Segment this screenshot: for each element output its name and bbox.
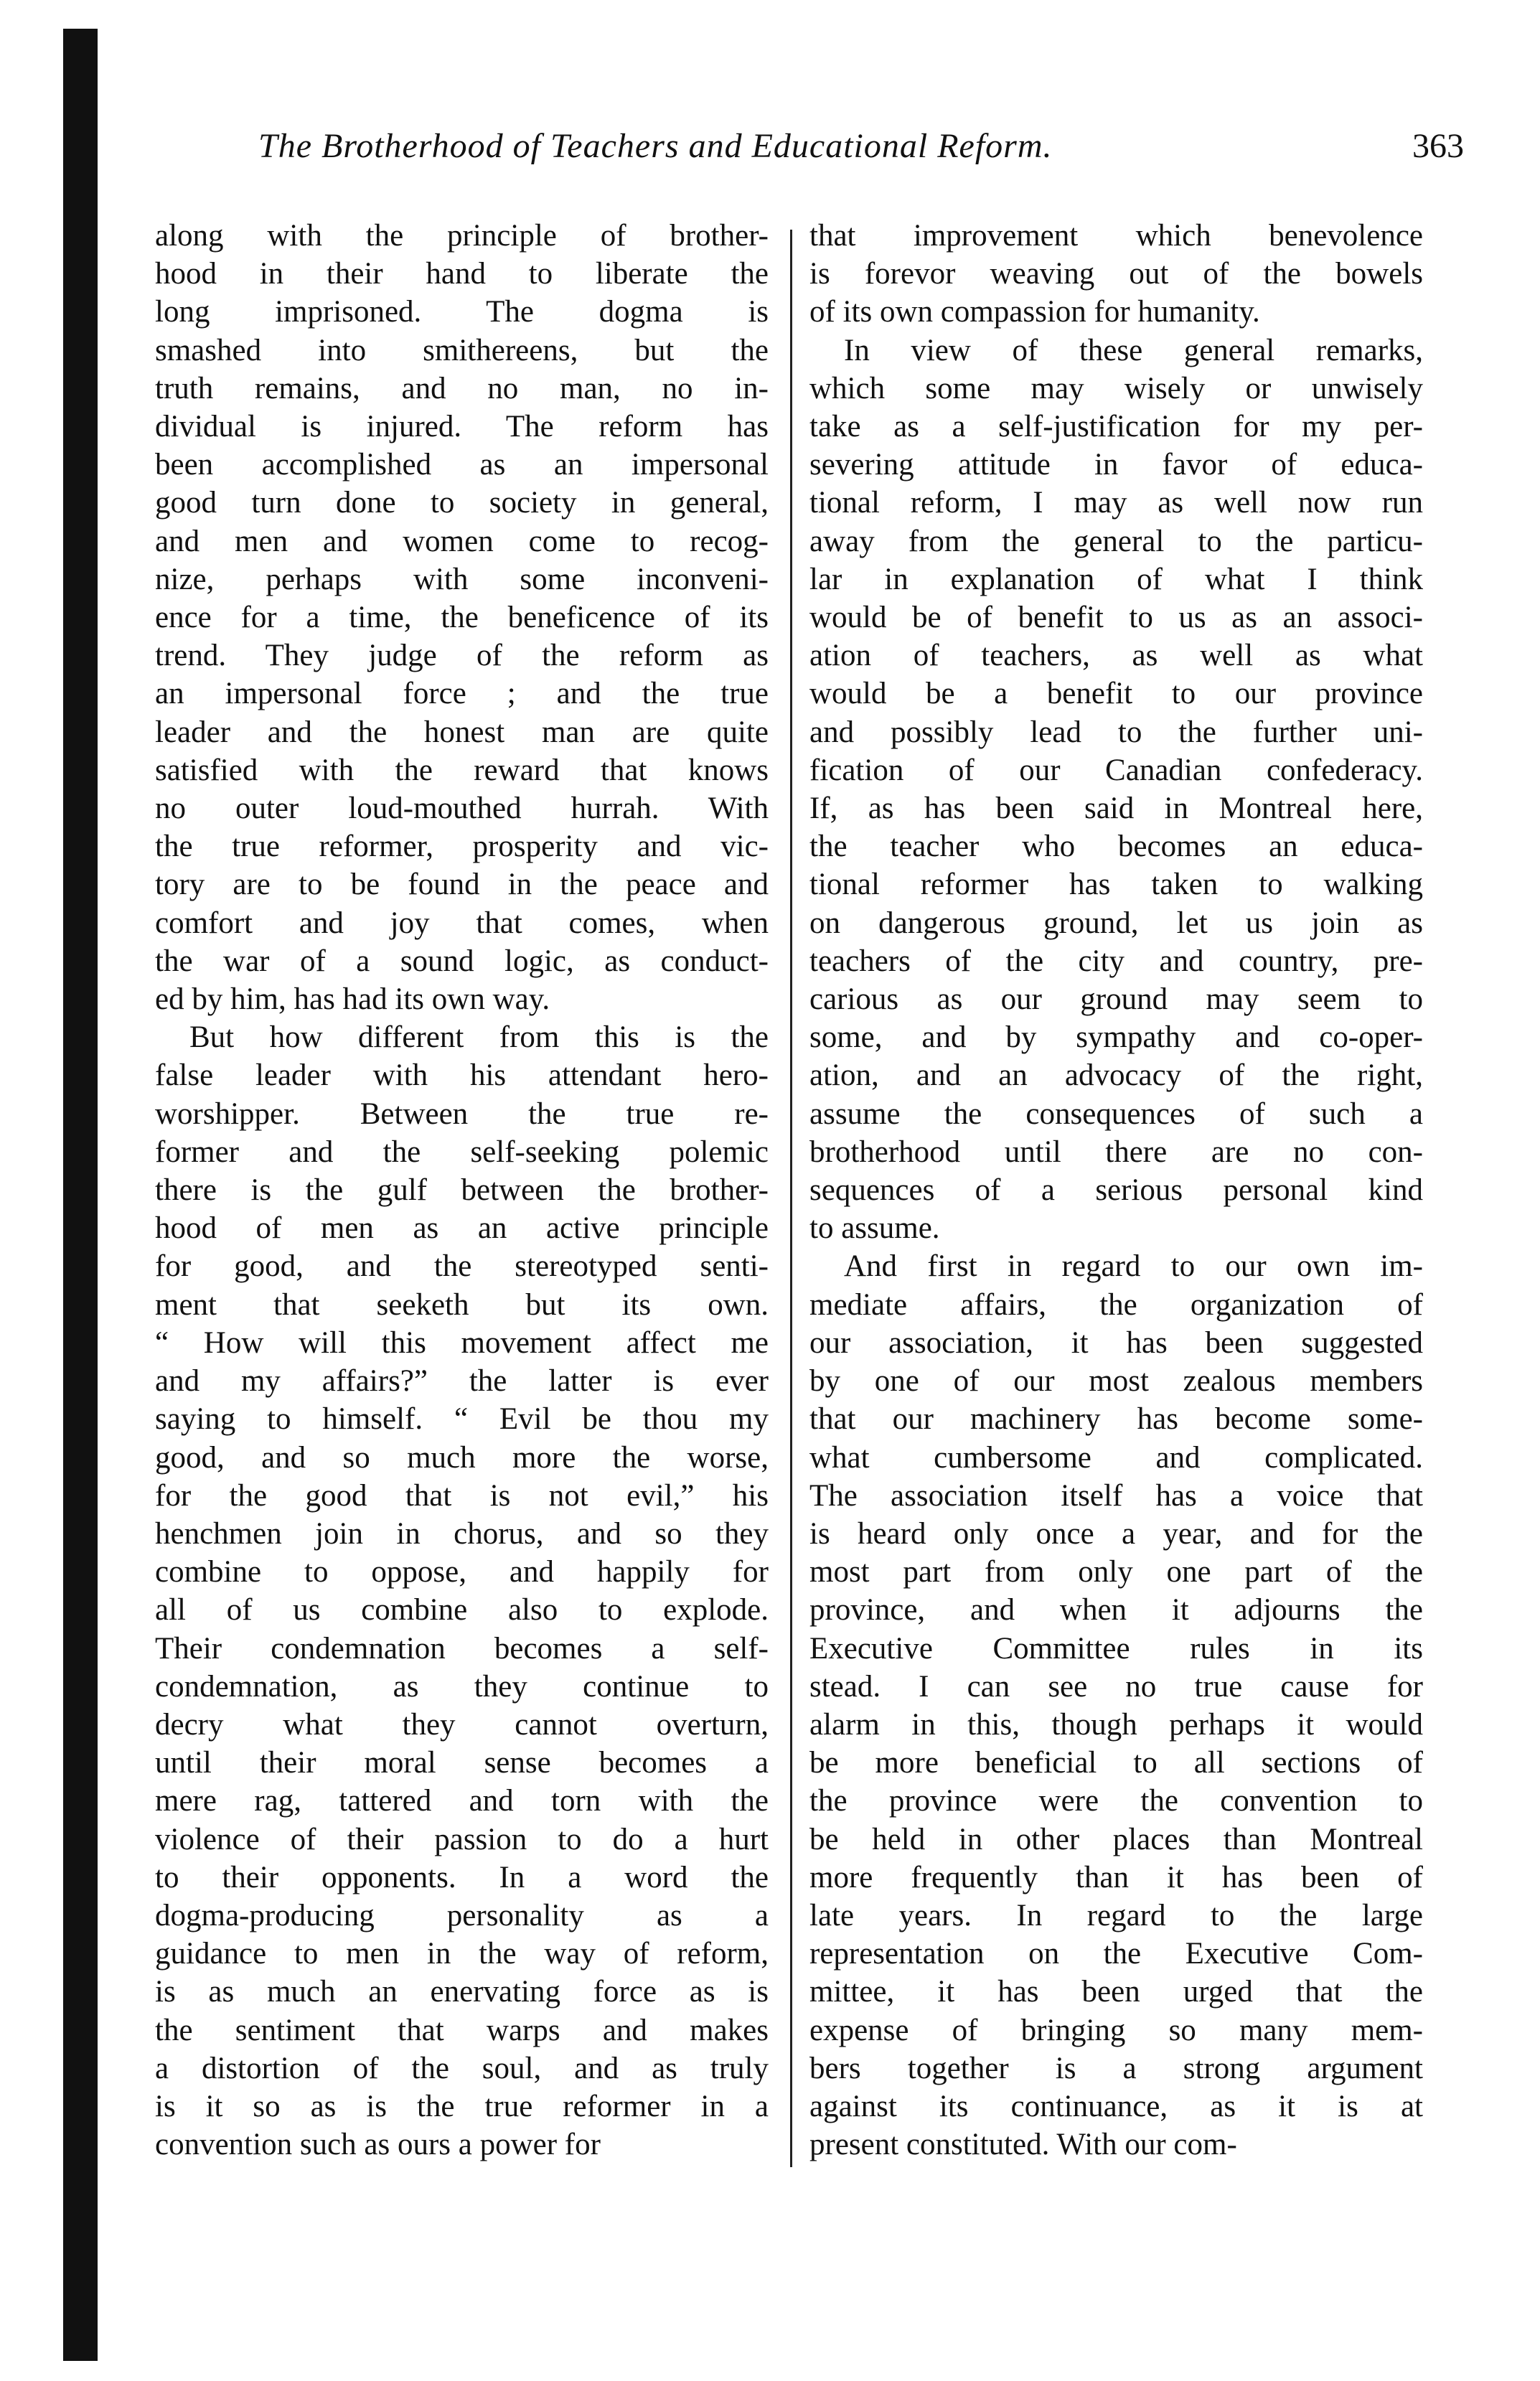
- text-line: to their opponents. In a word the: [155, 1860, 769, 1894]
- right-text-column: [809, 217, 1423, 2197]
- text-line: But how different from this is the: [189, 1020, 769, 1055]
- text-line: smashed into smithereens, but the: [155, 333, 769, 367]
- text-line: mere rag, tattered and torn with the: [155, 1784, 769, 1818]
- text-line: tional reformer has taken to walking: [809, 868, 1423, 902]
- text-line: assume the consequences of such a: [809, 1096, 1423, 1131]
- text-line: be held in other places than Montreal: [809, 1822, 1423, 1856]
- text-line: alarm in this, though perhaps it would: [809, 1707, 1423, 1742]
- text-line: hood of men as an active principle: [155, 1211, 769, 1246]
- text-line: would be of benefit to us as an associ-: [809, 601, 1423, 635]
- text-line: expense of bringing so many mem-: [809, 2013, 1423, 2047]
- text-line: lar in explanation of what I think: [809, 562, 1423, 596]
- text-line: some, and by sympathy and co-oper-: [809, 1020, 1423, 1055]
- text-line: nize, perhaps with some inconveni-: [155, 562, 769, 596]
- text-line: saying to himself. “ Evil be thou my: [155, 1402, 769, 1437]
- text-line: tional reform, I may as well now run: [809, 486, 1423, 520]
- text-line: dogma-producing personality as a: [155, 1898, 769, 1932]
- text-line: The association itself has a voice that: [809, 1478, 1423, 1513]
- text-line: leader and the honest man are quite: [155, 715, 769, 749]
- text-line: the war of a sound logic, as conduct-: [155, 944, 769, 978]
- text-line: no outer loud-mouthed hurrah. With: [155, 792, 769, 826]
- text-line: on dangerous ground, let us join as: [809, 906, 1423, 940]
- text-line: is it so as is the true reformer in a: [155, 2089, 769, 2123]
- text-line: ed by him, has had its own way.: [155, 982, 550, 1017]
- text-line: dividual is injured. The reform has: [155, 410, 769, 444]
- text-line: what cumbersome and complicated.: [809, 1440, 1423, 1475]
- text-line: comfort and joy that comes, when: [155, 906, 769, 940]
- text-line: worshipper. Between the true re-: [155, 1096, 769, 1131]
- text-line: combine to oppose, and happily for: [155, 1555, 769, 1589]
- page-number: 363: [1412, 127, 1464, 165]
- text-line: Executive Committee rules in its: [809, 1631, 1423, 1666]
- text-line: which some may wisely or unwisely: [809, 371, 1423, 405]
- text-line: the teacher who becomes an educa-: [809, 830, 1423, 864]
- text-line: there is the gulf between the brother-: [155, 1173, 769, 1208]
- scan-binding-edge: [63, 29, 98, 2361]
- text-line: If, as has been said in Montreal here,: [809, 792, 1423, 826]
- text-line: for good, and the stereotyped senti-: [155, 1249, 769, 1284]
- text-line: is as much an enervating force as is: [155, 1975, 769, 2009]
- text-line: fication of our Canadian confederacy.: [809, 753, 1423, 787]
- text-line: good turn done to society in general,: [155, 486, 769, 520]
- text-line: is heard only once a year, and for the: [809, 1516, 1423, 1551]
- text-line: henchmen join in chorus, and so they: [155, 1516, 769, 1551]
- text-line: ment that seeketh but its own.: [155, 1287, 769, 1322]
- text-line: the true reformer, prosperity and vic-: [155, 830, 769, 864]
- column-divider: [790, 230, 792, 2167]
- text-line: satisfied with the reward that knows: [155, 753, 769, 787]
- text-line: “ How will this movement affect me: [155, 1325, 769, 1360]
- text-line: be more beneficial to all sections of: [809, 1746, 1423, 1780]
- text-line: more frequently than it has been of: [809, 1860, 1423, 1894]
- text-line: teachers of the city and country, pre-: [809, 944, 1423, 978]
- text-line: hood in their hand to liberate the: [155, 257, 769, 291]
- text-line: bers together is a strong argument: [809, 2051, 1423, 2085]
- text-line: In view of these general remarks,: [844, 333, 1423, 367]
- text-line: ation of teachers, as well as what: [809, 639, 1423, 673]
- text-line: along with the principle of brother-: [155, 219, 769, 253]
- text-line: representation on the Executive Com-: [809, 1937, 1423, 1971]
- text-line: ation, and an advocacy of the right,: [809, 1058, 1423, 1093]
- text-line: until their moral sense becomes a: [155, 1746, 769, 1780]
- text-line: to assume.: [809, 1211, 940, 1246]
- text-line: brotherhood until there are no con-: [809, 1135, 1423, 1169]
- text-line: of its own compassion for humanity.: [809, 295, 1260, 329]
- text-line: would be a benefit to our province: [809, 677, 1423, 711]
- text-line: And first in regard to our own im-: [844, 1249, 1423, 1284]
- text-line: violence of their passion to do a hurt: [155, 1822, 769, 1856]
- text-line: for the good that is not evil,” his: [155, 1478, 769, 1513]
- text-line: false leader with his attendant hero-: [155, 1058, 769, 1093]
- text-line: been accomplished as an impersonal: [155, 448, 769, 482]
- text-line: mittee, it has been urged that the: [809, 1975, 1423, 2009]
- text-line: our association, it has been suggested: [809, 1325, 1423, 1360]
- text-line: former and the self-seeking polemic: [155, 1135, 769, 1169]
- text-line: take as a self-justification for my per-: [809, 410, 1423, 444]
- text-line: and my affairs?” the latter is ever: [155, 1364, 769, 1399]
- text-line: all of us combine also to explode.: [155, 1593, 769, 1628]
- text-line: truth remains, and no man, no in-: [155, 371, 769, 405]
- text-line: trend. They judge of the reform as: [155, 639, 769, 673]
- text-line: a distortion of the soul, and as truly: [155, 2051, 769, 2085]
- text-line: long imprisoned. The dogma is: [155, 295, 769, 329]
- text-line: good, and so much more the worse,: [155, 1440, 769, 1475]
- text-line: province, and when it adjourns the: [809, 1593, 1423, 1628]
- text-line: tory are to be found in the peace and: [155, 868, 769, 902]
- text-line: away from the general to the particu-: [809, 524, 1423, 558]
- text-line: and men and women come to recog-: [155, 524, 769, 558]
- text-line: most part from only one part of the: [809, 1555, 1423, 1589]
- text-line: ence for a time, the beneficence of its: [155, 601, 769, 635]
- left-text-column: [155, 217, 769, 2197]
- text-line: against its continuance, as it is at: [809, 2089, 1423, 2123]
- text-line: late years. In regard to the large: [809, 1898, 1423, 1932]
- text-line: severing attitude in favor of educa-: [809, 448, 1423, 482]
- text-line: carious as our ground may seem to: [809, 982, 1423, 1017]
- text-line: the sentiment that warps and makes: [155, 2013, 769, 2047]
- text-line: condemnation, as they continue to: [155, 1669, 769, 1704]
- text-line: the province were the convention to: [809, 1784, 1423, 1818]
- text-line: an impersonal force ; and the true: [155, 677, 769, 711]
- text-line: convention such as ours a power for: [155, 2128, 601, 2162]
- text-line: by one of our most zealous members: [809, 1364, 1423, 1399]
- text-line: present constituted. With our com-: [809, 2128, 1237, 2162]
- text-line: mediate affairs, the organization of: [809, 1287, 1423, 1322]
- text-line: stead. I can see no true cause for: [809, 1669, 1423, 1704]
- text-line: is forevor weaving out of the bowels: [809, 257, 1423, 291]
- text-line: guidance to men in the way of reform,: [155, 1937, 769, 1971]
- text-line: Their condemnation becomes a self-: [155, 1631, 769, 1666]
- page-header: [258, 126, 1464, 184]
- text-line: decry what they cannot overturn,: [155, 1707, 769, 1742]
- text-line: that improvement which benevolence: [809, 219, 1423, 253]
- text-line: that our machinery has become some-: [809, 1402, 1423, 1437]
- text-line: and possibly lead to the further uni-: [809, 715, 1423, 749]
- running-title: The Brotherhood of Teachers and Educational Reform.: [258, 127, 1053, 165]
- text-line: sequences of a serious personal kind: [809, 1173, 1423, 1208]
